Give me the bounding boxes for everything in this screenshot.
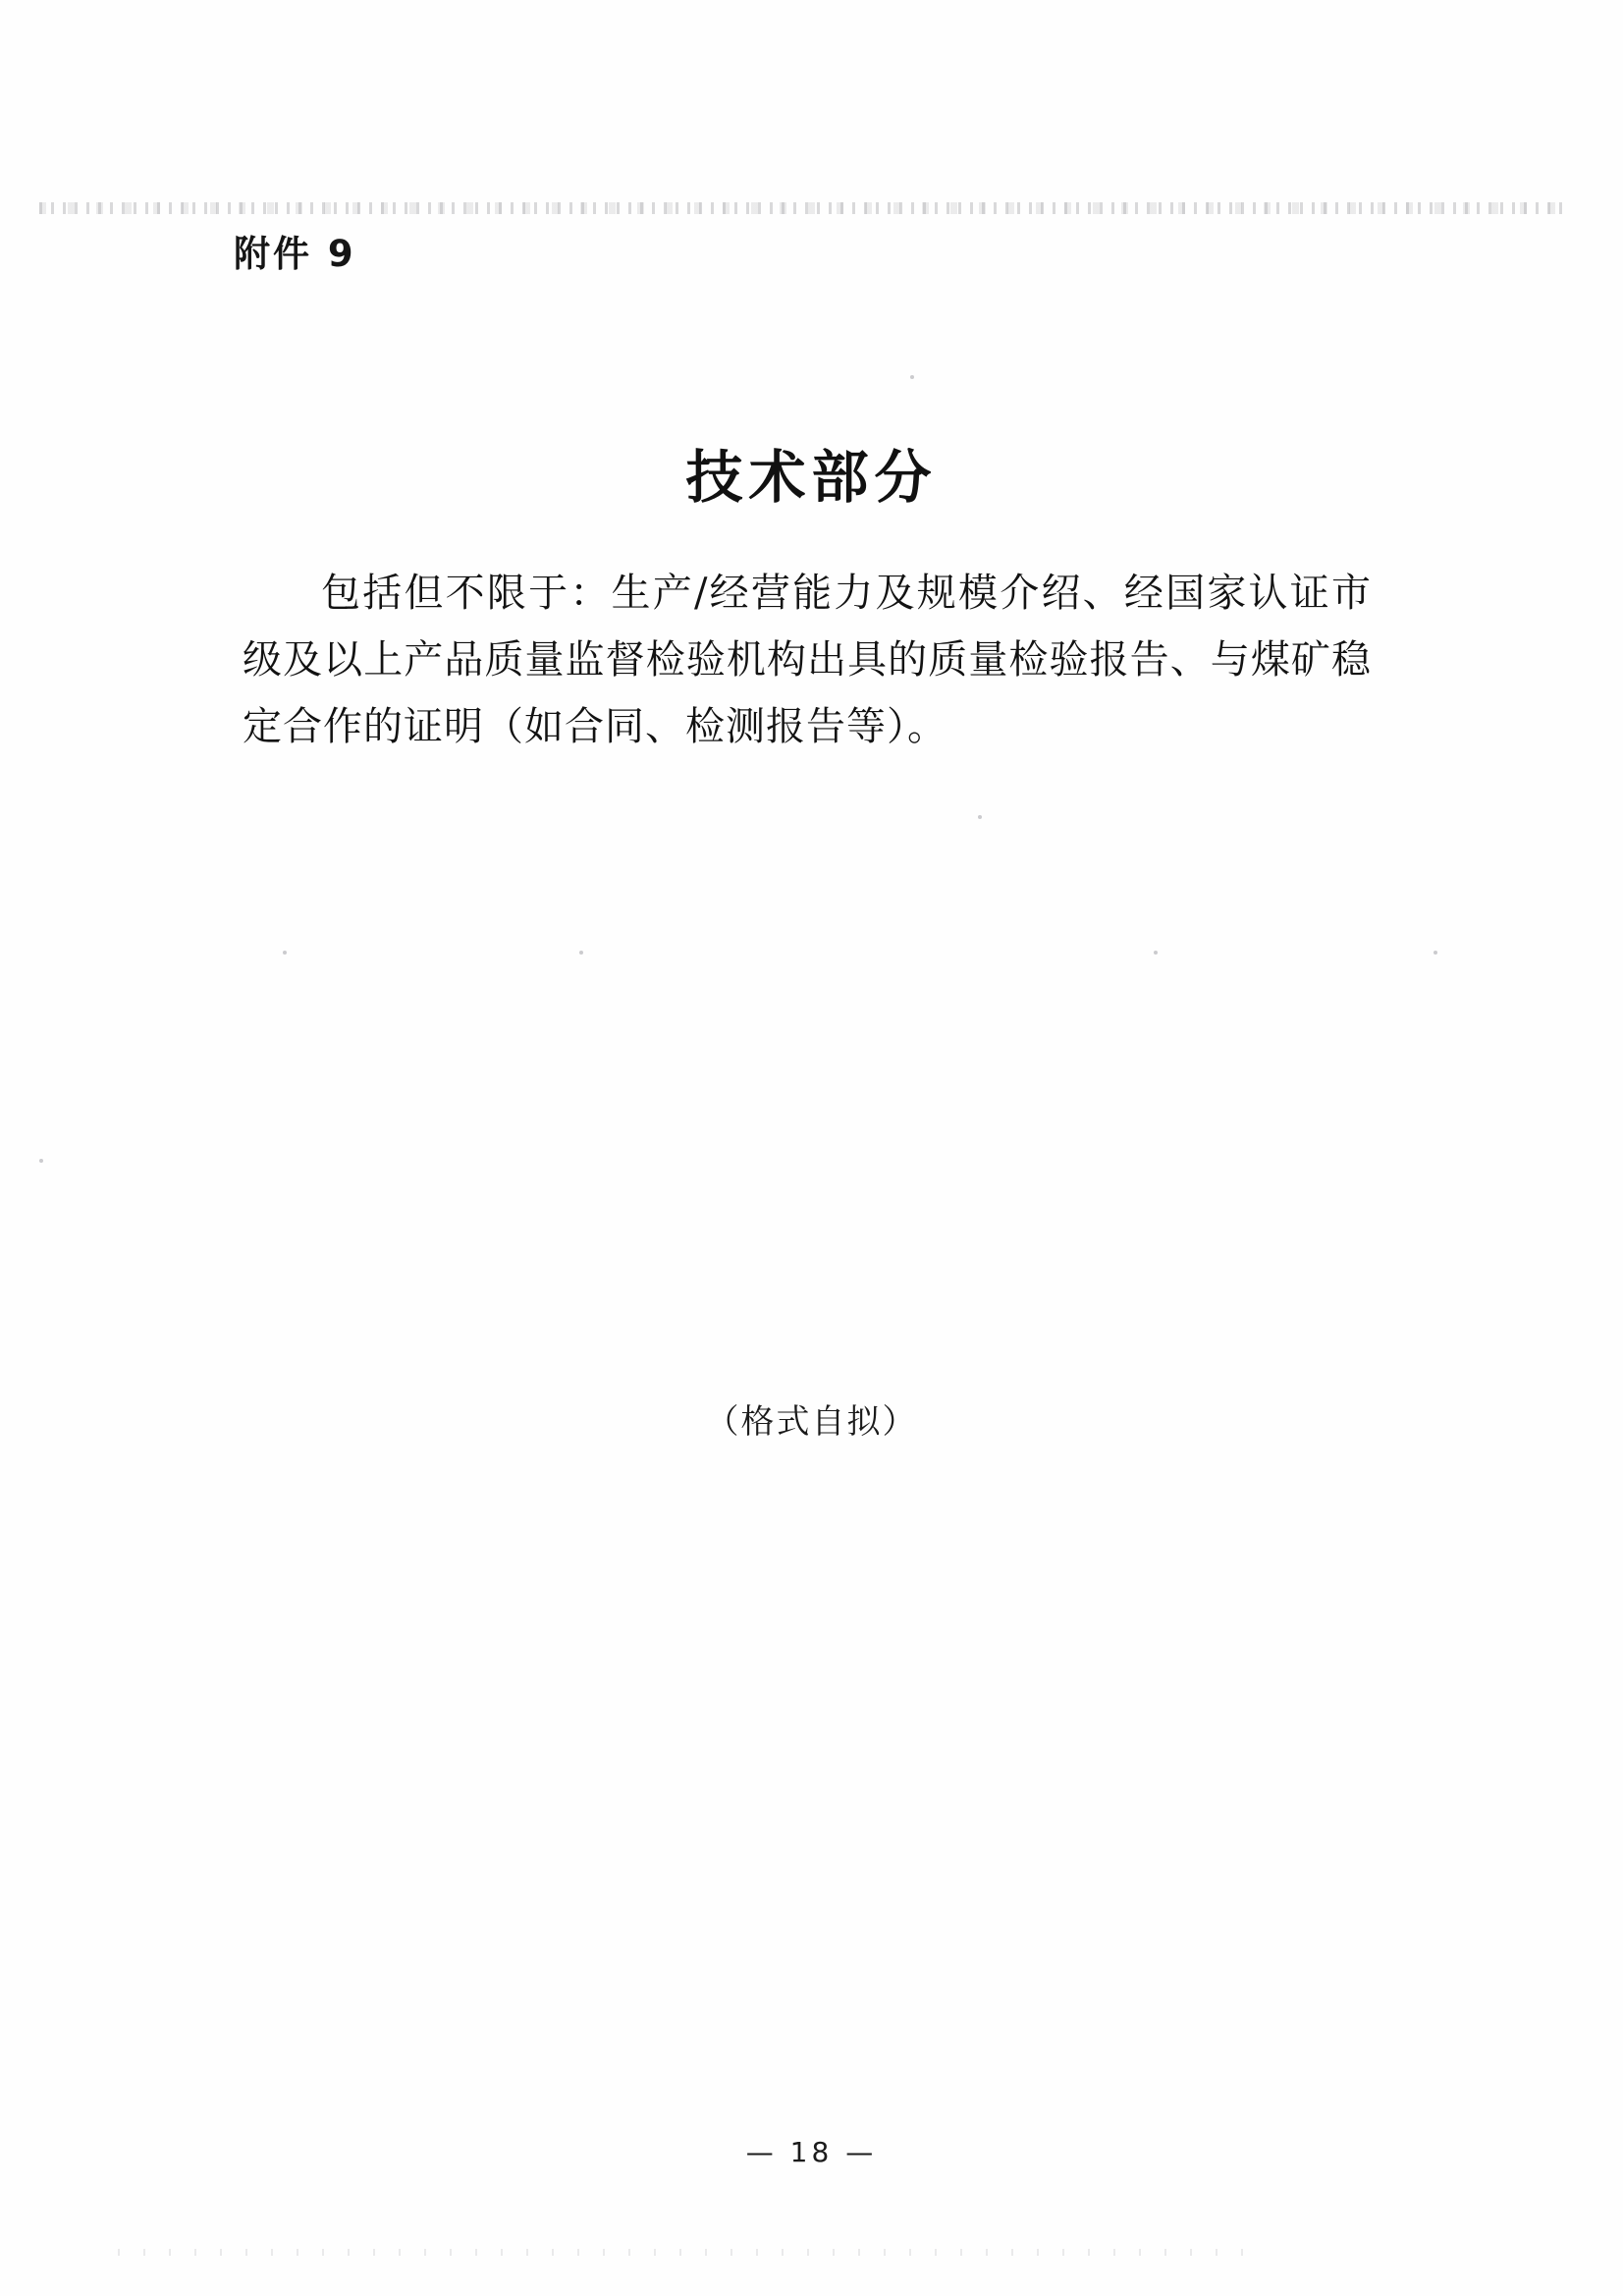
scan-speck — [1154, 951, 1158, 955]
scan-speck — [1434, 951, 1437, 955]
body-paragraph: 包括但不限于：生产/经营能力及规模介绍、经国家认证市级及以上产品质量监督检验机构出具的质量检验报告、与煤矿稳定合作的证明（如合同、检测报告等）。 — [243, 571, 1372, 749]
scan-artifact-top — [39, 202, 1571, 214]
scan-speck — [910, 375, 914, 379]
scan-speck — [283, 951, 287, 955]
body-text — [243, 560, 1372, 760]
scan-speck — [39, 1159, 43, 1163]
attachment-label: 附件 9 — [234, 233, 356, 275]
scan-speck — [978, 815, 982, 819]
page-number: — 18 — — [745, 2136, 878, 2168]
scan-artifact-bottom — [118, 2249, 1247, 2256]
format-note: （格式自拟） — [705, 1402, 918, 1442]
page-title: 技术部分 — [685, 443, 938, 511]
scan-speck — [579, 951, 583, 955]
